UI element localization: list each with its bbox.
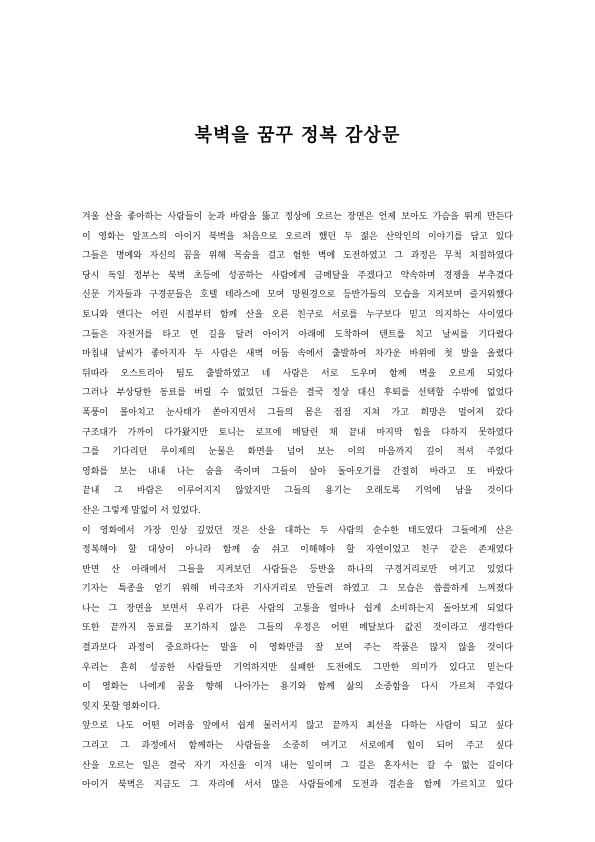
text-line: 그들은 자전거를 타고 먼 길을 달려 아이거 아래에 도착하여 텐트를 치고 날씨를 기다렸다 [82, 329, 513, 340]
text-line: 나는 그 장면을 보면서 우리가 다른 사람의 고통을 얼마나 쉽게 소비하는지 돌아보게 되었다 [82, 603, 513, 614]
text-line: 기자는 특종을 얻기 위해 비극조차 기사거리로 만들려 하였고 그 모습은 씁쓸하게 느껴졌다 [82, 584, 513, 595]
text-line: 이 영화는 나에게 꿈을 향해 나아가는 용기와 함께 삶의 소중함을 다시 가르쳐 주었다 [82, 682, 513, 693]
text-line: 토니와 앤디는 어린 시절부터 함께 산을 오른 친구로 서로를 누구보다 믿고 의지하는 사이였다 [82, 309, 513, 320]
text-line: 뒤따라 오스트리아 팀도 출발하였고 네 사람은 서로 도우며 함께 벽을 오르게 되었다 [82, 368, 513, 379]
text-line: 겨울 산을 좋아하는 사람들이 눈과 바람을 뚫고 정상에 오르는 장면은 언제 보아도 가슴을 뛰게 만든다 [82, 212, 513, 222]
text-line: 결과보다 과정이 중요하다는 말을 이 영화만큼 잘 보여 주는 작품은 많지 않을 것이다 [82, 643, 513, 654]
text-line: 앞으로 나도 어떤 어려움 앞에서 쉽게 물러서지 않고 끝까지 최선을 다하는 사람이 되고 싶다 [82, 721, 513, 732]
text-line: 끝내 그 바람은 이루어지지 않았지만 그들의 용기는 오래도록 기억에 남을 것이다 [82, 486, 513, 497]
text-line: 당시 독일 정부는 북벽 초등에 성공하는 사람에게 금메달을 주겠다고 약속하며 경쟁을 부추겼다 [82, 270, 513, 281]
paragraph [82, 208, 513, 522]
document-title: 북벽을 꿈꾸 정복 감상문 [194, 125, 401, 146]
text-line: 구조대가 가까이 다가왔지만 토니는 로프에 매달린 채 끝내 마지막 힘을 다하지 못하였다 [82, 427, 513, 438]
text-line: 정복해야 할 대상이 아니라 함께 숨 쉬고 이해해야 할 자연이었고 친구 같은 존재였다 [82, 545, 513, 556]
text-line: 영화를 보는 내내 나는 숨을 죽이며 그들이 살아 돌아오기를 간절히 바라고 또 바랐다 [82, 466, 513, 477]
paragraph [82, 717, 513, 795]
text-line: 그들은 명예와 자신의 꿈을 위해 목숨을 걸고 험한 벽에 도전하였고 그 과정은 무척 처절하였다 [82, 251, 513, 262]
text-line: 신문 기자들과 구경꾼들은 호텔 테라스에 모여 망원경으로 등반가들의 모습을 지켜보며 즐거워했다 [82, 290, 513, 301]
text-line: 우리는 흔히 성공한 사람들만 기억하지만 실패한 도전에도 그만한 의미가 있다고 믿는다 [82, 662, 513, 673]
text-line: 반면 산 아래에서 그들을 지켜보던 사람들은 등반을 하나의 구경거리로만 여기고 있었다 [82, 564, 513, 575]
text-line: 이 영화는 알프스의 아이거 북벽을 처음으로 오르려 했던 두 젊은 산악인의 이야기를 담고 있다 [82, 231, 513, 242]
text-line: 또한 끝까지 동료를 포기하지 않은 그들의 우정은 어떤 메달보다 값진 것이라고 생각한다 [82, 623, 513, 634]
text-line: 폭풍이 몰아치고 눈사태가 쏟아지면서 그들의 몸은 점점 지쳐 가고 희망은 멀어져 갔다 [82, 407, 513, 418]
paragraph [82, 522, 513, 718]
text-line: 잊지 못할 영화이다. [82, 701, 161, 712]
text-line: 산은 그렇게 말없이 서 있었다. [82, 505, 201, 516]
text-line: 산을 오르는 일은 결국 자기 자신을 이겨 내는 일이며 그 길은 혼자서는 갈 수 없는 길이다 [82, 760, 513, 771]
text-line: 아이거 북벽은 지금도 그 자리에 서서 많은 사람들에게 도전과 겸손을 함께 가르치고 있다 [82, 780, 513, 791]
text-line: 그러나 부상당한 동료를 버릴 수 없었던 그들은 결국 정상 대신 후퇴를 선택할 수밖에 없었다 [82, 388, 513, 399]
text-line: 마침내 날씨가 좋아지자 두 사람은 새벽 어둠 속에서 출발하여 차가운 바위에 첫 발을 올렸다 [82, 349, 513, 360]
text-line: 이 영화에서 가장 인상 깊었던 것은 산을 대하는 두 사람의 순수한 태도였다 그들에게 산은 [82, 525, 513, 536]
text-line: 그를 기다리던 루이제의 눈물은 화면을 넘어 보는 이의 마음까지 깊이 적셔 주었다 [82, 447, 513, 458]
text-line: 그리고 그 과정에서 함께하는 사람들을 소중히 여기고 서로에게 힘이 되어 주고 싶다 [82, 741, 513, 752]
document-body [82, 208, 513, 796]
